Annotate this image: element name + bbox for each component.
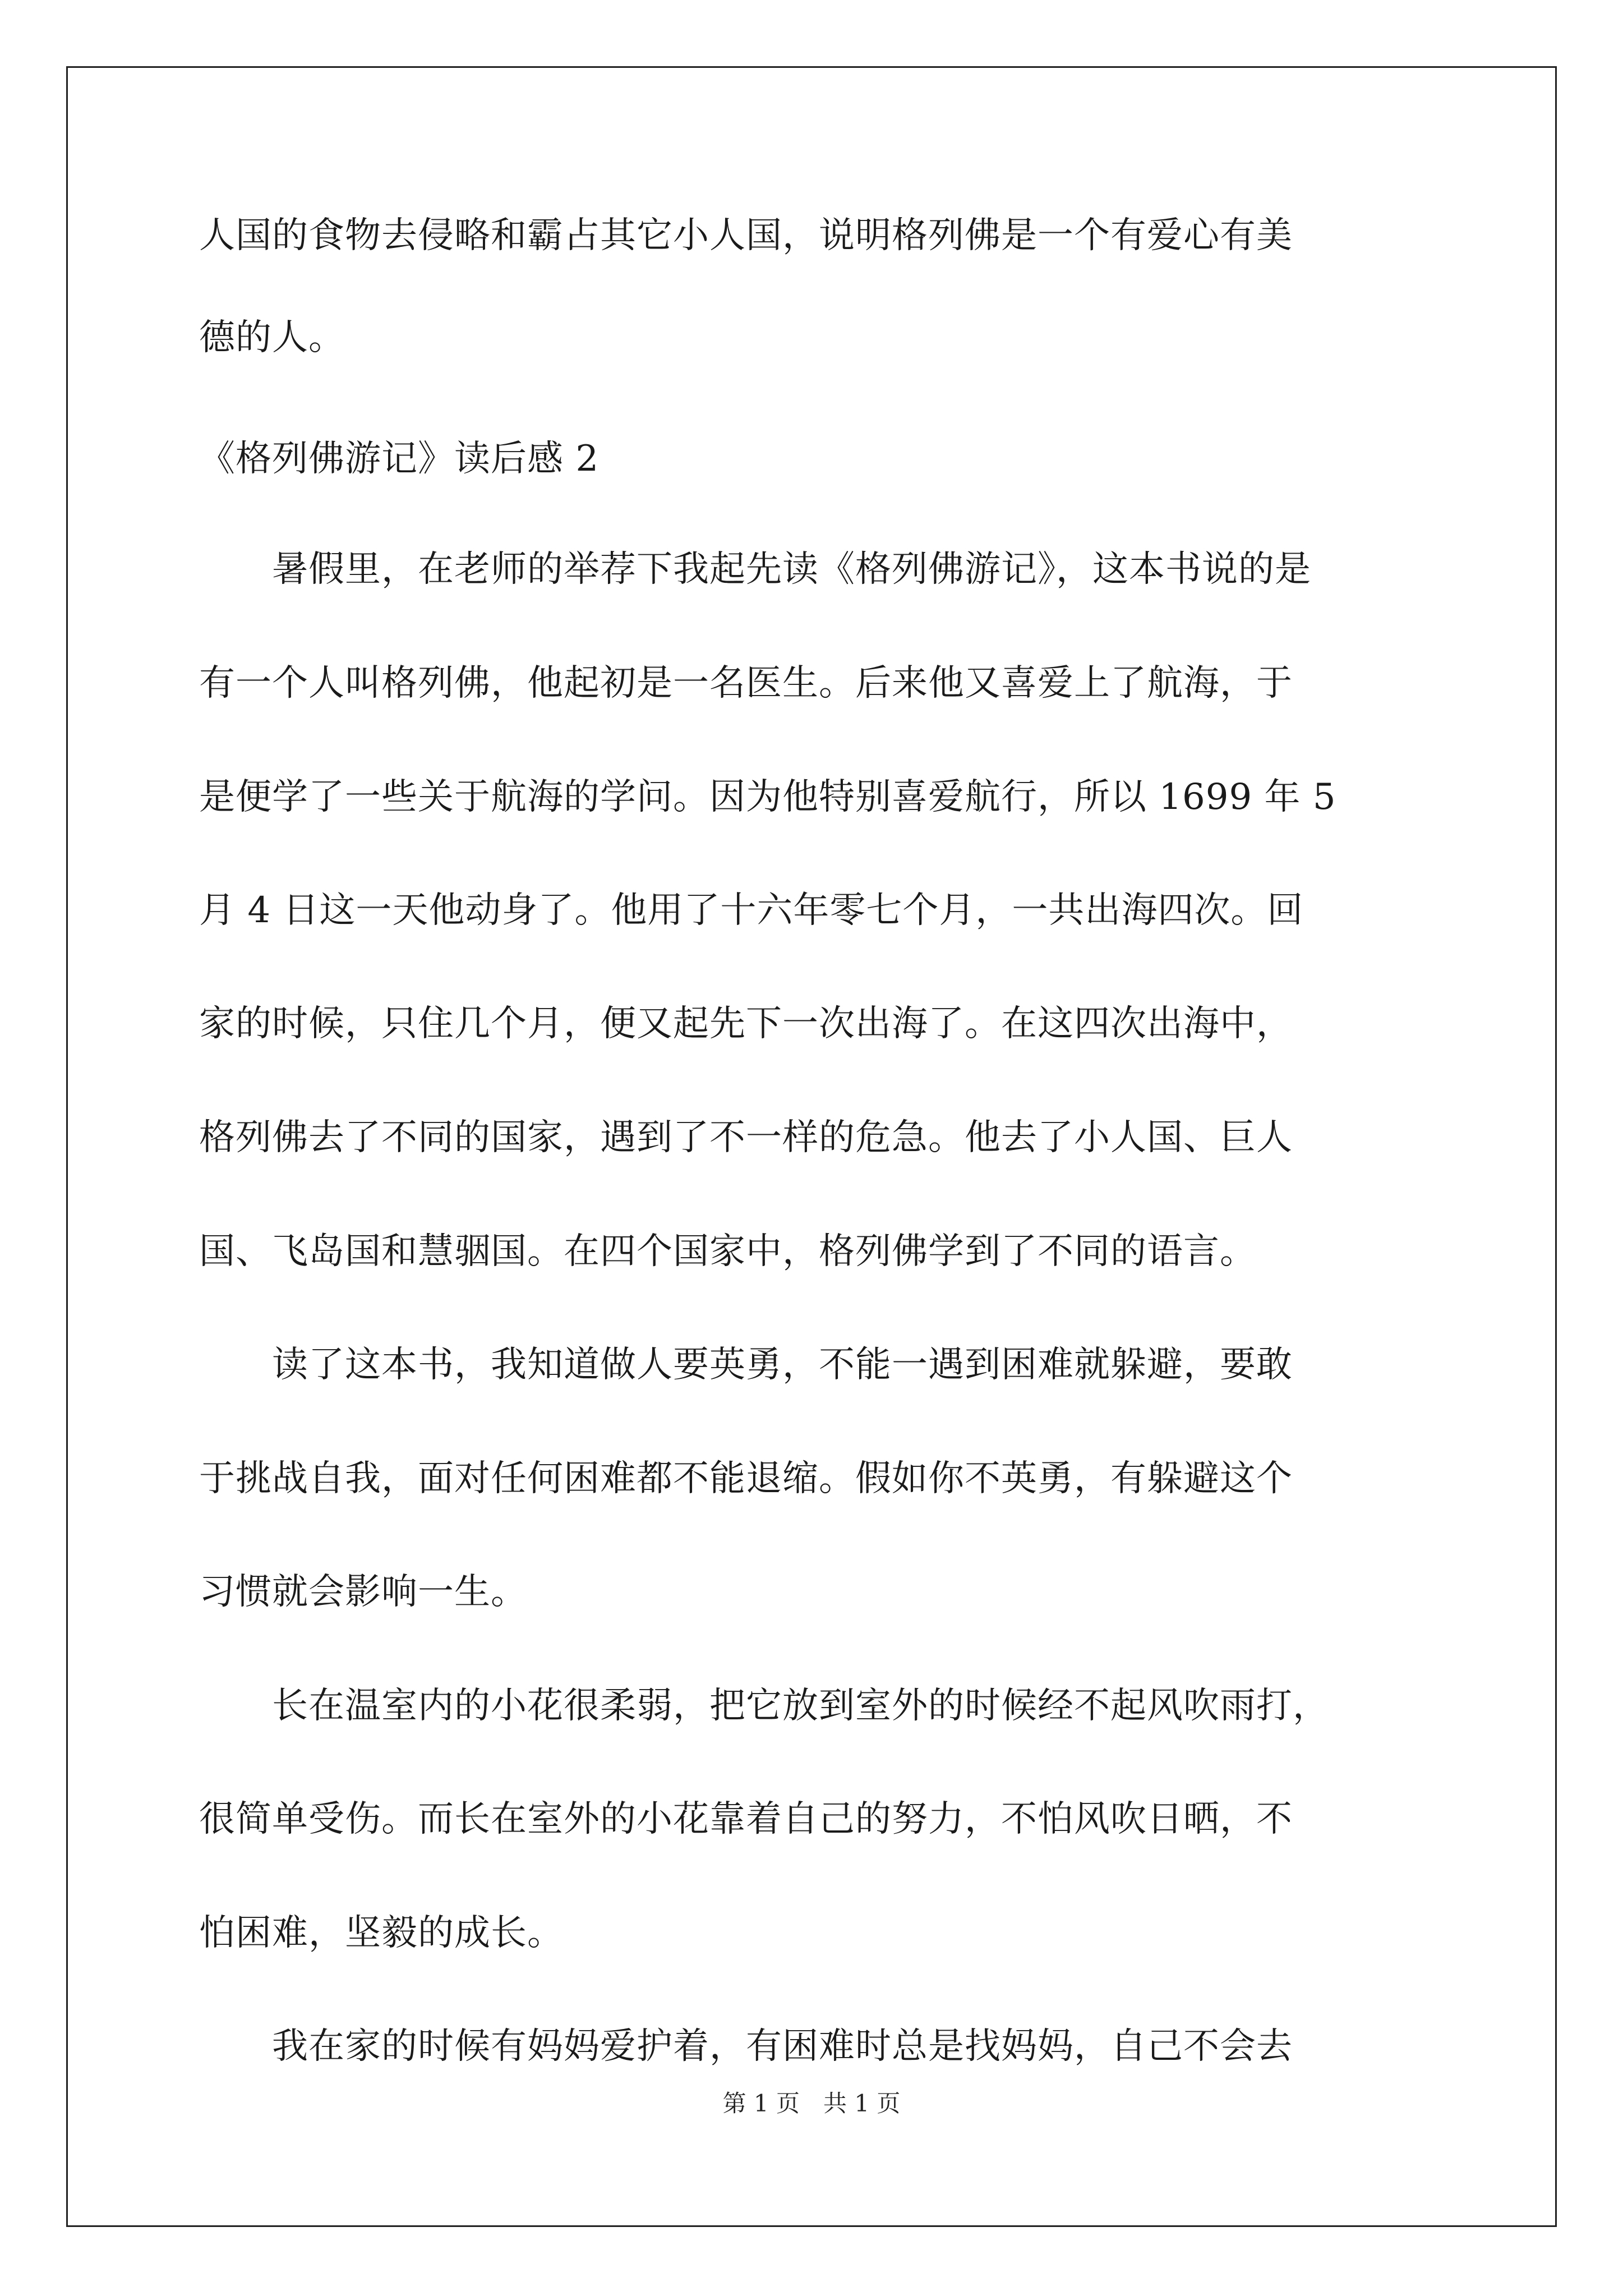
page-number: 第 1 页 共 1 页 [722,2090,901,2117]
text-line: 人国的食物去侵略和霸占其它小人国，说明格列佛是一个有爱心有美 [199,215,1293,256]
text-line: 德的人。 [199,317,345,358]
text-line: 月 4 日这一天他动身了。他用了十六年零七个月，一共出海四次。回 [199,890,1304,931]
text-line: 格列佛去了不同的国家，遇到了不一样的危急。他去了小人国、巨人 [199,1117,1293,1158]
text-line: 是便学了一些关于航海的学问。因为他特别喜爱航行，所以 1699 年 5 [199,776,1336,818]
text-line: 于挑战自我，面对任何困难都不能退缩。假如你不英勇，有躲避这个 [199,1458,1293,1499]
paragraph-start-line: 长在温室内的小花很柔弱，把它放到室外的时候经不起风吹雨打， [272,1685,1329,1727]
text-line: 国、飞岛国和慧骃国。在四个国家中，格列佛学到了不同的语言。 [199,1231,1256,1272]
paragraph-start-line: 读了这本书，我知道做人要英勇，不能一遇到困难就躲避，要敢 [272,1344,1293,1386]
section-heading: 《格列佛游记》读后感 2 [199,438,600,480]
paragraph-start-line: 暑假里，在老师的举荐下我起先读《格列佛游记》，这本书说的是 [272,549,1311,590]
text-line: 有一个人叫格列佛，他起初是一名医生。后来他又喜爱上了航海，于 [199,662,1293,704]
text-line: 习惯就会影响一生。 [199,1571,527,1613]
paragraph-start-line: 我在家的时候有妈妈爱护着，有困难时总是找妈妈，自己不会去 [272,2026,1293,2067]
text-line: 家的时候，只住几个月，便又起先下一次出海了。在这四次出海中， [199,1003,1293,1045]
text-line: 怕困难，坚毅的成长。 [199,1912,564,1954]
text-line: 很简单受伤。而长在室外的小花靠着自己的努力，不怕风吹日晒，不 [199,1798,1293,1840]
